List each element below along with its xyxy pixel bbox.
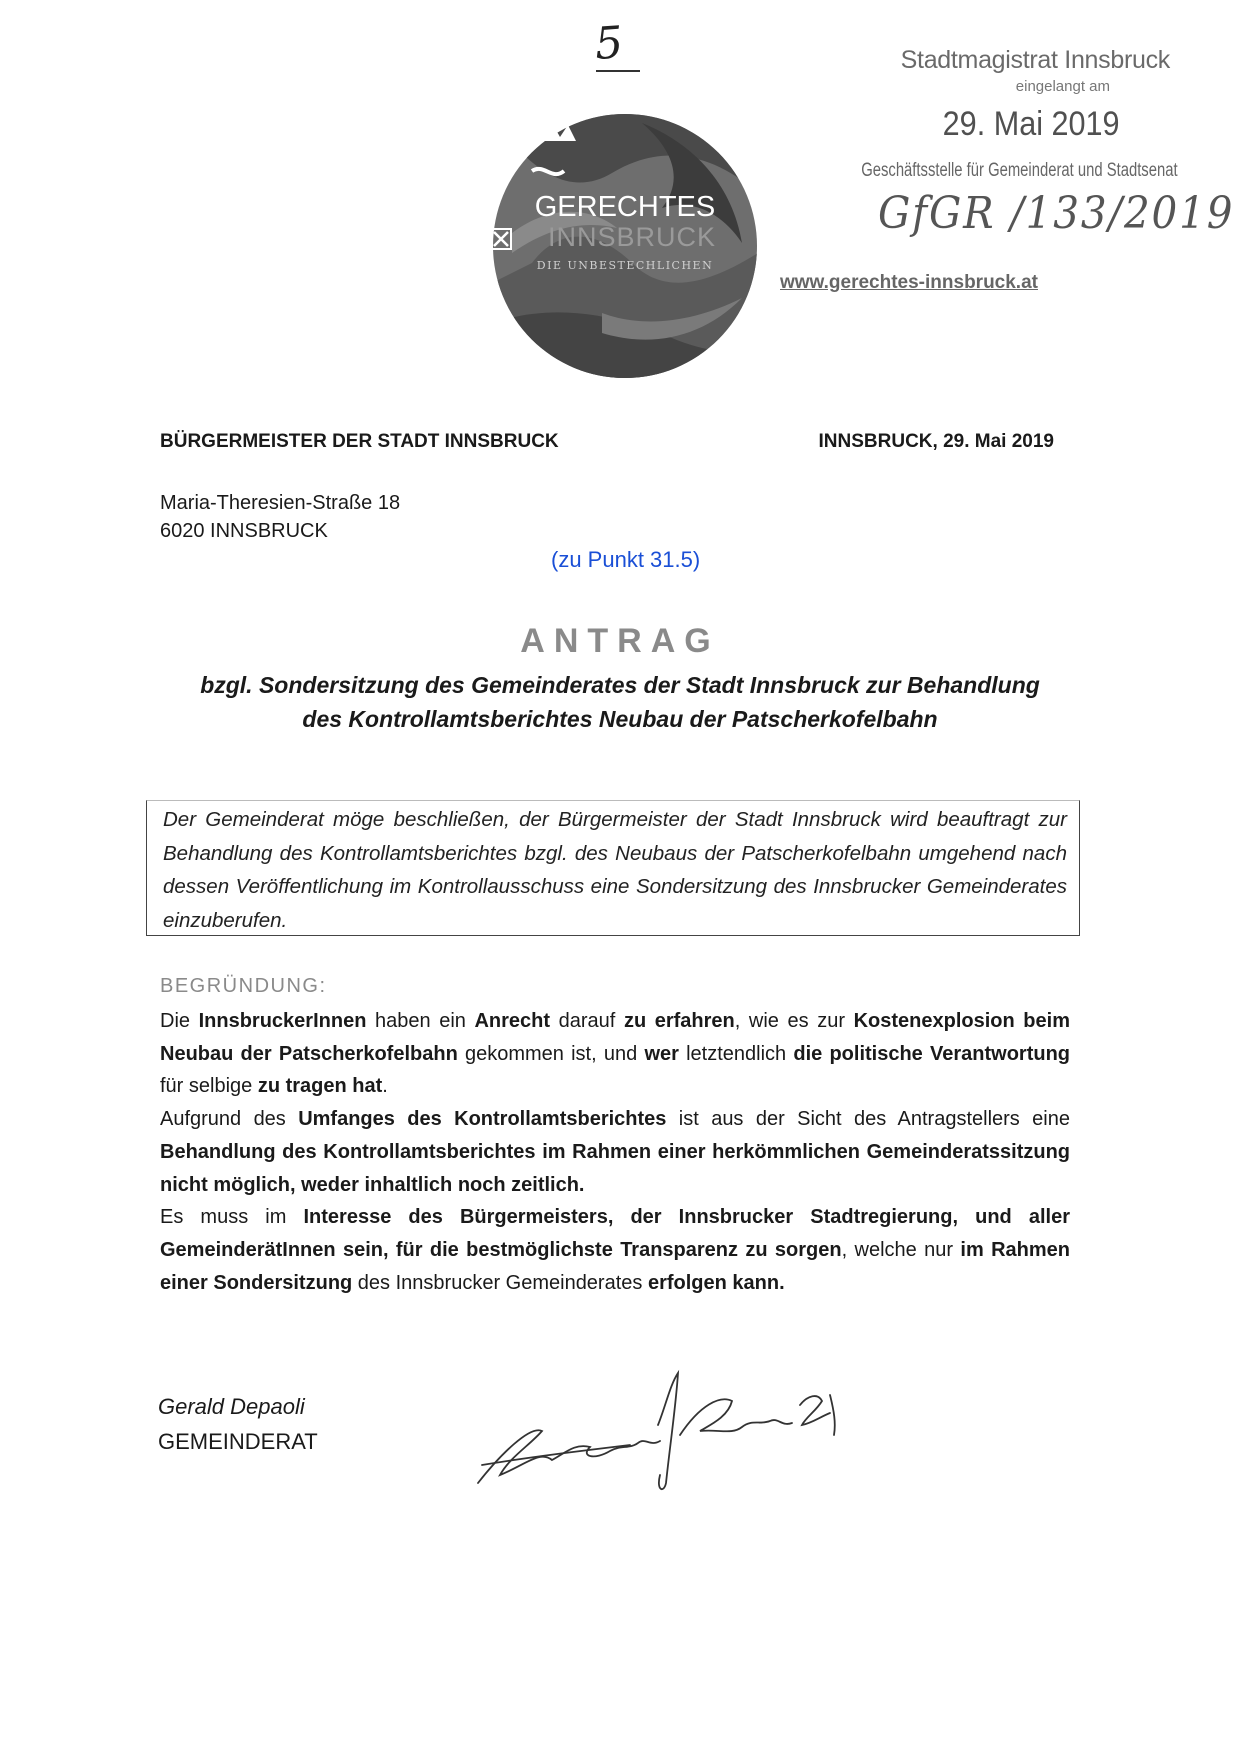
emphasized-text: die politische Verantwortung (793, 1042, 1071, 1065)
received-stamp (860, 38, 1235, 239)
reason-body (160, 1005, 1070, 1299)
body-text: haben ein (366, 1010, 475, 1032)
stamp-office: Geschäftsstelle für Gemeinderat und Stadtsenat (861, 160, 1178, 181)
agenda-reference: (zu Punkt 31.5) (551, 547, 701, 572)
emphasized-text: Anrecht (474, 1010, 551, 1032)
subject-line-2: des Kontrollamtsberichtes Neubau der Patscherkofelbahn (302, 706, 938, 732)
body-text: darauf (550, 1010, 624, 1032)
emphasized-text: zu erfahren (623, 1010, 735, 1032)
logo-subtitle: INNSBRUCK (547, 222, 717, 252)
emphasized-text: InnsbruckerInnen (198, 1010, 367, 1032)
stamp-date: 29. Mai 2019 (943, 105, 1120, 143)
emphasized-text: Interesse des Bürgermeisters, der Innsbrucker Stadtregierung, und aller GemeinderätInnen sein, für die bestmöglichste Transparenz zu sorgen (160, 1206, 1070, 1261)
subject-line-1: bzgl. Sondersitzung des Gemeinderates der Stadt Innsbruck zur Behandlung (200, 672, 1040, 698)
body-text: Es muss im (160, 1206, 304, 1229)
date-line: INNSBRUCK, 29. Mai 2019 (818, 431, 1054, 452)
body-text: des Innsbrucker Gemeinderates (352, 1271, 648, 1294)
emphasized-text: zu tragen hat (257, 1075, 383, 1098)
recipient-street: Maria-Theresien-Straße 18 (160, 492, 401, 514)
body-text: gekommen ist, und (457, 1042, 645, 1065)
emphasized-text: wer (644, 1042, 679, 1065)
emphasized-text: im Rahmen einer Sondersitzung (160, 1238, 1071, 1294)
subject (160, 668, 1080, 736)
stamp-reference-number: GfGR /133/2019 (878, 188, 1235, 239)
reason-paragraph (160, 1005, 1070, 1103)
signer-name: Gerald Depaoli (158, 1394, 305, 1419)
emphasized-text: Umfanges des Kontrollamtsberichtes (298, 1108, 667, 1131)
motion-box (146, 800, 1080, 936)
body-text: Aufgrund des (160, 1108, 299, 1131)
stamp-received-label: eingelangt am (1015, 78, 1110, 95)
stamp-organization: Stadtmagistrat Innsbruck (900, 46, 1170, 74)
logo-title: GERECHTES (534, 191, 716, 223)
emphasized-text: Behandlung des Kontrollamtsberichtes im Rahmen einer herkömmlichen Gemeinderatssitzung nicht möglich, weder inhaltlich noch zeitlich. (160, 1140, 1070, 1196)
page-number-underline (596, 70, 640, 72)
body-text: Die (160, 1010, 199, 1032)
reason-heading: BEGRÜNDUNG: (160, 975, 327, 997)
recipient-city: 6020 INNSBRUCK (160, 520, 328, 542)
emphasized-text: Kostenexplosion beim Neubau der Patscherkofelbahn (160, 1010, 1070, 1065)
party-logo (492, 113, 758, 379)
body-text: für selbige (160, 1075, 258, 1098)
motion-text: Der Gemeinderat möge beschließen, der Bürgermeister der Stadt Innsbruck wird beauftragt zur Behandlung des Kontrollamtsberichtes bzgl. des Neubaus der Patscherkofelbahn umgehend nach dessen Veröffentlichung im Kontrollausschuss eine Sondersitzung des Innsbrucker Gemeinderates einzuberufen. (163, 808, 1067, 932)
handwritten-signature (470, 1365, 890, 1495)
logo-tagline: DIE UNBESTECHLICHEN (536, 259, 714, 272)
recipient-title: BÜRGERMEISTER DER STADT INNSBRUCK (160, 431, 559, 452)
body-text: , welche nur (841, 1238, 961, 1261)
reason-paragraph (160, 1201, 1070, 1299)
document-heading: ANTRAG (520, 622, 720, 660)
body-text: , wie es zur (734, 1010, 854, 1032)
reason-paragraph (160, 1103, 1070, 1201)
body-text: letztendlich (678, 1042, 794, 1065)
crown-icon (528, 123, 576, 141)
page-number: 5 (593, 17, 625, 70)
signer-role: GEMEINDERAT (158, 1429, 318, 1454)
website-link[interactable]: www.gerechtes-innsbruck.at (780, 272, 1038, 293)
emphasized-text: erfolgen kann. (647, 1271, 785, 1294)
body-text: ist aus der Sicht des Antragstellers eine (666, 1108, 1070, 1131)
body-text: . (382, 1075, 388, 1098)
